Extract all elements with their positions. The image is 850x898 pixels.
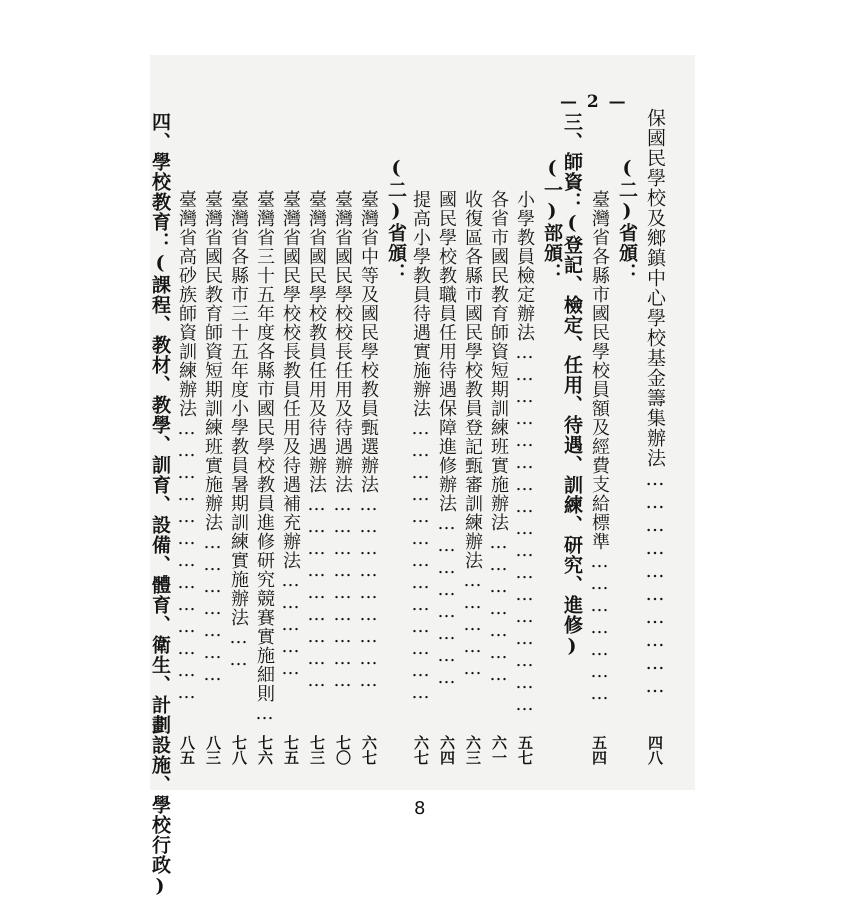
toc-page-number: 六四	[438, 735, 456, 765]
toc-entry-staffing-standards: 臺灣省各縣市國民學校員額及經費支給標準…………………	[589, 190, 610, 705]
toc-entry-staff-appointment: 國民學校教職員任用待遇保障進修辦法……………………	[436, 190, 457, 689]
page-number: 8	[414, 798, 426, 819]
toc-page-number: 七八	[230, 735, 248, 765]
toc-page-number: 六七	[360, 735, 378, 765]
toc-entry-principal-appointment: 臺灣省國民學校校長任用及待遇辦法………………………	[332, 190, 353, 692]
toc-page-number: 七五	[282, 735, 300, 765]
toc-page-number: 八三	[204, 735, 222, 765]
toc-entry-registration-screening: 收復區各縣市國民學校教員登記甄審訓練辦法……………	[462, 190, 483, 680]
toc-page-number: 五四	[590, 735, 608, 765]
toc-entry-teacher-appointment: 臺灣省國民學校教員任用及待遇辦法………………………	[306, 190, 327, 692]
section-heading-ministry: (一)部頒：	[541, 157, 563, 283]
toc-page-number: 五七	[516, 735, 534, 765]
toc-page-number: 七三	[308, 735, 326, 765]
toc-entry-summer-training: 臺灣省各縣市三十五年度小學教員暑期訓練實施辦法……	[228, 190, 249, 671]
toc-entry-research-competition: 臺灣省三十五年度各縣市國民學校教員進修研究競賽實施細則…	[254, 190, 275, 725]
toc-entry-supplementary-rules: 臺灣省國民學校校長教員任用及待遇補充辦法……………	[280, 190, 301, 680]
toc-page-number: 四八	[646, 735, 664, 765]
toc-entry-teacher-certification: 小學教員檢定辦法……………………………………………	[514, 190, 535, 716]
section-heading-provincial: (二)省頒：	[385, 157, 407, 283]
section-heading-school-education: 四、學校教育：(課程、教材、教學、訓育、設備、體育、衛生、計劃設施、學校行政)	[149, 112, 171, 898]
toc-page-number: 七〇	[334, 735, 352, 765]
toc-entry-salary-increase: 提高小學教員待遇實施辦法…………………………………	[410, 190, 431, 704]
toc-page-number: 六三	[464, 735, 482, 765]
toc-page-number: 七六	[256, 735, 274, 765]
toc-entry-provincial-short-training: 臺灣省國民教育師資短期訓練班實施辦法…………………	[202, 190, 223, 686]
section-heading-teachers: 三、師資：(登記、檢定、任用、待遇、訓練、研究、進修)	[561, 112, 583, 658]
toc-entry-short-term-training: 各省市國民教育師資短期訓練班實施辦法…………………	[488, 190, 509, 686]
toc-entry-teacher-selection: 臺灣省中等及國民學校教員甄選辦法………………………	[358, 190, 379, 692]
section-heading-provincial: (二)省頒：	[616, 157, 638, 283]
page-header: — 2 —	[560, 92, 628, 112]
toc-page-number: 六一	[490, 735, 508, 765]
toc-page-number: 六七	[412, 735, 430, 765]
toc-entry-indigenous-teacher-training: 臺灣省高砂族師資訓練辦法…………………………………	[176, 190, 197, 704]
toc-page-number: 八五	[178, 735, 196, 765]
toc-entry-fund-raising: 保國民學校及鄉鎮中心學校基金籌集辦法…………………………	[644, 108, 666, 698]
